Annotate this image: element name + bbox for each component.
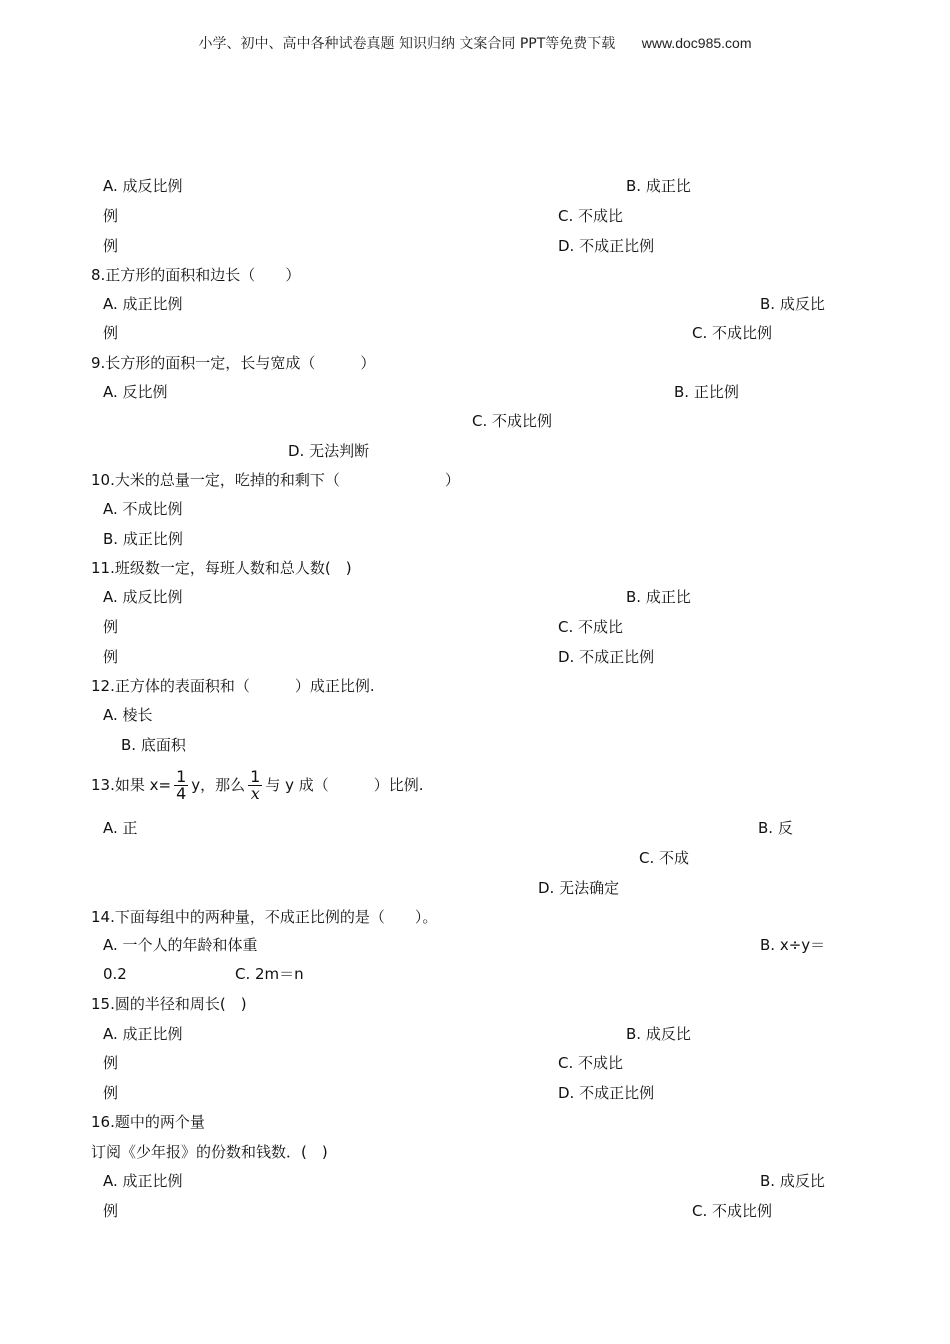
q11-option-d: D. 不成正比例 [558,648,655,666]
q13-option-c: C. 不成 [639,849,690,867]
q15-option-c: C. 不成比 [558,1054,624,1072]
q13-stem [91,765,424,807]
q13-fraction-1-numerator: 1 [176,767,187,786]
q13-option-b: B. 反 [758,819,793,837]
q7-option-a: A. 成反比例 [103,177,183,195]
q10-stem: 10.大米的总量一定，吃掉的和剩下（ ） [91,471,460,489]
q13-stem-part2: y，那么 [191,776,246,794]
q8-option-c: C. 不成比例 [692,324,773,342]
q13-option-a: A. 正 [103,819,138,837]
q11-option-c: C. 不成比 [558,618,624,636]
q8-option-b-cont: 例 [103,324,119,342]
header-text: 小学、初中、高中各种试卷真题 知识归纳 文案合同 PPT等免费下载 [198,36,616,52]
q15-option-d: D. 不成正比例 [558,1084,655,1102]
q11-option-c-cont: 例 [103,648,119,666]
q11-stem: 11.班级数一定，每班人数和总人数( ) [91,559,352,577]
q13-fraction-2-numerator: 1 [250,767,261,786]
q13-fraction-1-denominator: 4 [176,784,187,803]
q8-option-a: A. 成正比例 [103,295,183,313]
q13-fraction-1 [174,769,188,802]
q12-stem: 12.正方体的表面积和（ ）成正比例. [91,677,375,695]
q14-option-a: A. 一个人的年龄和体重 [103,936,258,954]
q10-option-b: B. 成正比例 [103,530,183,548]
q12-option-a: A. 棱长 [103,706,153,724]
q12-option-b: B. 底面积 [121,736,186,754]
q9-option-a: A. 反比例 [103,383,168,401]
q8-stem: 8.正方形的面积和边长（ ） [91,266,301,284]
q15-option-a: A. 成正比例 [103,1025,183,1043]
q16-stem: 16.题中的两个量 [91,1113,205,1131]
q9-stem: 9.长方形的面积一定，长与宽成（ ） [91,354,376,372]
q13-stem-part3: 与 y 成（ ）比例. [265,776,424,794]
header-url: www.doc985.com [641,35,752,51]
q9-option-d: D. 无法判断 [288,442,370,460]
q14-option-b: B. x÷y＝ [760,936,826,954]
q7-option-b-cont: 例 [103,207,119,225]
q14-stem: 14.下面每组中的两种量，不成正比例的是（ ）。 [91,908,438,926]
q15-option-c-cont: 例 [103,1084,119,1102]
q10-option-a: A. 不成比例 [103,500,183,518]
q9-option-b: B. 正比例 [674,383,739,401]
q16-option-b: B. 成反比 [760,1172,825,1190]
q7-option-b: B. 成正比 [626,177,691,195]
q16-stem-2: 订阅《少年报》的份数和钱数．( ) [91,1143,328,1161]
q7-option-d: D. 不成正比例 [558,237,655,255]
q15-stem: 15.圆的半径和周长( ) [91,995,247,1013]
q9-option-c: C. 不成比例 [472,412,553,430]
q15-option-b: B. 成反比 [626,1025,691,1043]
q13-option-d: D. 无法确定 [538,879,620,897]
q16-option-c: C. 不成比例 [692,1202,773,1220]
q11-option-b-cont: 例 [103,618,119,636]
q13-fraction-2 [248,769,262,802]
q16-option-a: A. 成正比例 [103,1172,183,1190]
q13-fraction-2-denominator: x [250,784,260,803]
q14-option-c: C. 2m＝n [235,965,304,983]
q15-option-b-cont: 例 [103,1054,119,1072]
q7-option-c-cont: 例 [103,237,119,255]
q16-option-b-cont: 例 [103,1202,119,1220]
q7-option-c: C. 不成比 [558,207,624,225]
q11-option-b: B. 成正比 [626,588,691,606]
q8-option-b: B. 成反比 [760,295,825,313]
q14-option-b-cont: 0.2 [103,965,127,983]
q11-option-a: A. 成反比例 [103,588,183,606]
page-header [0,33,950,53]
q13-stem-part1: 13.如果 x= [91,776,172,794]
